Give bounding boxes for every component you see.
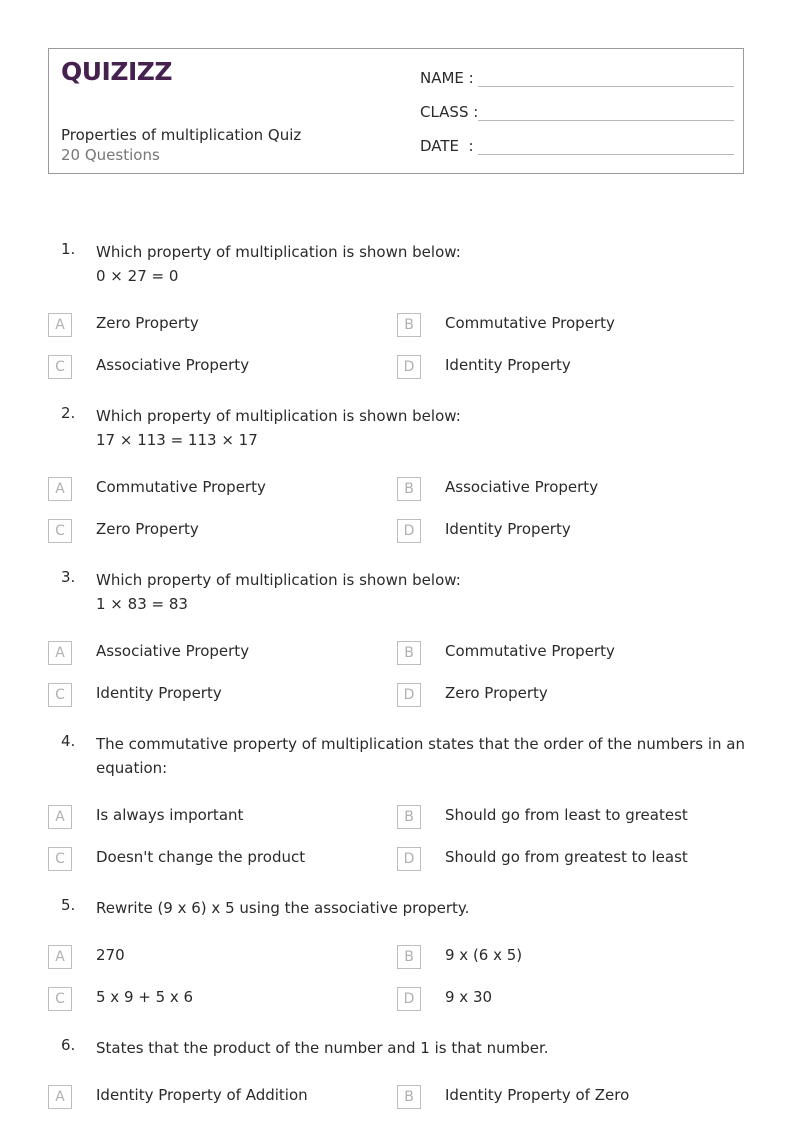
option-letter-box: B: [397, 1085, 421, 1109]
date-label: DATE :: [420, 137, 474, 155]
option-letter-box: B: [397, 313, 421, 337]
option-letter-box: A: [48, 805, 72, 829]
question-line: Rewrite (9 x 6) x 5 using the associative property.: [96, 899, 470, 917]
question-text: [96, 240, 741, 288]
class-field[interactable]: [420, 99, 734, 125]
option-letter-box: C: [48, 519, 72, 543]
option-text: Commutative Property: [445, 314, 615, 332]
question-line: The commutative property of multiplication states that the order of the numbers in an: [96, 735, 745, 753]
option-text: Identity Property: [96, 684, 222, 702]
option-text: Should go from least to greatest: [445, 806, 688, 824]
date-line[interactable]: [478, 154, 734, 155]
option-text: Associative Property: [96, 356, 250, 374]
option-text: Zero Property: [445, 684, 548, 702]
option-text: 9 x (6 x 5): [445, 946, 523, 964]
name-field[interactable]: [420, 65, 734, 91]
option-letter-box: B: [397, 805, 421, 829]
option-letter-box: A: [48, 945, 72, 969]
option-letter-box: D: [397, 847, 421, 871]
question-text: [96, 568, 741, 616]
option-text: Should go from greatest to least: [445, 848, 688, 866]
quizizz-logo: QUIZIZZ: [61, 57, 173, 86]
option-text: Identity Property: [445, 520, 571, 538]
option-letter-box: D: [397, 355, 421, 379]
option-text: Commutative Property: [445, 642, 615, 660]
question-count: 20 Questions: [61, 146, 160, 164]
question-text: [96, 732, 745, 780]
option-letter-box: A: [48, 477, 72, 501]
question-text: [96, 1036, 741, 1060]
option-letter-box: D: [397, 683, 421, 707]
date-field[interactable]: [420, 133, 734, 159]
question-number: 1.: [61, 240, 76, 258]
question-number: 3.: [61, 568, 76, 586]
question-line: States that the product of the number and 1 is that number.: [96, 1039, 549, 1057]
question-number: 5.: [61, 896, 76, 914]
class-label: CLASS :: [420, 103, 479, 121]
question-line: Which property of multiplication is shown below:: [96, 407, 461, 425]
option-text: 5 x 9 + 5 x 6: [96, 988, 194, 1006]
option-text: Associative Property: [96, 642, 250, 660]
option-text: Associative Property: [445, 478, 599, 496]
question-text: [96, 896, 741, 920]
question-number: 4.: [61, 732, 76, 750]
option-text: Commutative Property: [96, 478, 266, 496]
worksheet-header: [48, 48, 744, 174]
option-letter-box: D: [397, 987, 421, 1011]
question-number: 2.: [61, 404, 76, 422]
option-letter-box: B: [397, 477, 421, 501]
option-letter-box: A: [48, 1085, 72, 1109]
option-letter-box: A: [48, 313, 72, 337]
option-letter-box: C: [48, 683, 72, 707]
option-letter-box: A: [48, 641, 72, 665]
option-text: Doesn't change the product: [96, 848, 306, 866]
option-letter-box: C: [48, 987, 72, 1011]
option-letter-box: C: [48, 355, 72, 379]
quiz-title: Properties of multiplication Quiz: [61, 126, 302, 144]
question-line: equation:: [96, 759, 168, 777]
question-number: 6.: [61, 1036, 76, 1054]
name-line[interactable]: [478, 86, 734, 87]
option-text: Is always important: [96, 806, 244, 824]
class-line[interactable]: [478, 120, 734, 121]
option-letter-box: B: [397, 641, 421, 665]
question-line: Which property of multiplication is shown below:: [96, 571, 461, 589]
option-letter-box: C: [48, 847, 72, 871]
option-letter-box: B: [397, 945, 421, 969]
option-text: Identity Property of Addition: [96, 1086, 308, 1104]
question-line: 1 × 83 = 83: [96, 595, 188, 613]
option-text: 270: [96, 946, 125, 964]
option-text: Identity Property of Zero: [445, 1086, 630, 1104]
question-line: 17 × 113 = 113 × 17: [96, 431, 258, 449]
option-text: Zero Property: [96, 520, 199, 538]
question-text: [96, 404, 741, 452]
option-letter-box: D: [397, 519, 421, 543]
question-line: Which property of multiplication is shown below:: [96, 243, 461, 261]
question-line: 0 × 27 = 0: [96, 267, 179, 285]
option-text: 9 x 30: [445, 988, 493, 1006]
option-text: Identity Property: [445, 356, 571, 374]
name-label: NAME :: [420, 69, 474, 87]
option-text: Zero Property: [96, 314, 199, 332]
